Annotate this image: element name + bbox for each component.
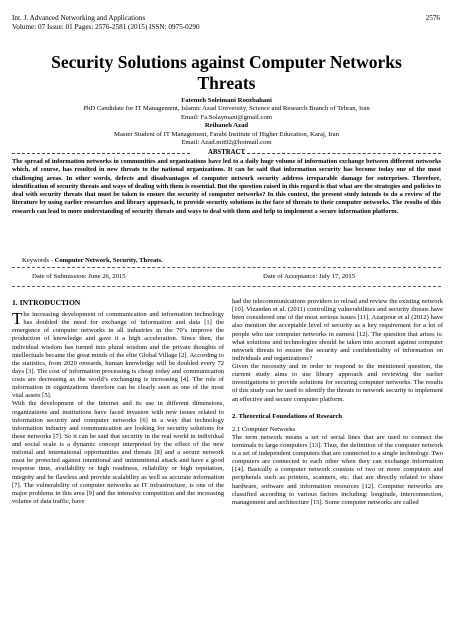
- abstract-heading: ABSTRACT: [207, 149, 245, 156]
- journal-name: Int. J. Advanced Networking and Applications: [12, 14, 146, 22]
- abstract-heading-row: [12, 149, 441, 158]
- divider: [12, 153, 190, 154]
- column-right: [232, 298, 443, 507]
- paragraph: The term network means a set of serial lines that are used to connect the terminals to large computers [13]. Thus, the definition of the computer network is a set of independent computers that are connected to a single technology. Two computers are connected to each other when they can exchange information [14]. Basically a computer network consists of two or more computers and peripherals such as printers, scanners, etc. that are directly related to share hardware, software and information resources [12]. Computer networks are classified according to various factors including: longitude, interconnection, management and architecture [15]. Some computer networks are called: [232, 433, 443, 506]
- paragraph: With the development of the Internet and its use in different dimensions, organizations and institutions have faced invasion with new issues related to information security and computer networks [6] in a way that technology information industry and communication are looking for security solutions for these networks [7]. So it can be said that security in the real world in individual and social scale is a dynamic concept interpreted by the effect of the new national and international opportunities and threats [8] and a secure network must be protected against intentional and unintentional attack and have a good response time, availability or high readiness, reliability or high reputation, integrity and be flawless and provide scalability as well as accurate information [7]. The vulnerability of computer networks as IT infrastructure, is one of the major problems in this area [9] and the intensive competition and the increasing volume of data traffic, have: [12, 400, 224, 505]
- paragraph: [12, 311, 224, 400]
- keywords-label: Keywords -: [22, 257, 53, 264]
- running-header: [12, 14, 200, 31]
- paragraph-text: he increasing development of communication and information technology has doubled the need for exchange of information and data [1] the emergence of computer networks in all industries in the 70’s improve the production of knowledge and gave it a high acceleration. Since then, the individual wisdom has turned into plural wisdom and the private thoughts of intellectuals became the great minds of the elite Global Village [2]. According to the statistics, from 2020 onwards, human knowledge will be doubled every 72 days [3]. The cost of information processing is cheap today and communication costs are decreasing as the world’s exchanging is increasing [4]. The role of information in organizations therefore can be clearly seen as one of the most vital assets [5].: [12, 311, 224, 400]
- title-line-2: Threats: [197, 73, 256, 93]
- keywords: [22, 257, 163, 264]
- divider: [12, 286, 441, 287]
- section-heading: 2. Theoretical Foundations of Research: [232, 412, 343, 420]
- author-block: [0, 97, 453, 147]
- paper-title: [0, 52, 453, 94]
- author-email: Email: Fa.Solaymani@gmail.com: [180, 113, 273, 121]
- page-number: 2576: [425, 14, 440, 22]
- keywords-value: Computer Network, Security, Threats.: [54, 257, 163, 264]
- column-left: [12, 298, 224, 506]
- subsection-heading: 2.1 Computer Networks: [232, 425, 296, 433]
- title-line-1: Security Solutions against Computer Networks: [51, 52, 402, 72]
- submission-date: Date of Submission: June 26, 2015: [32, 273, 126, 280]
- abstract-text: The spread of information networks in communities and organizations have led to a daily huge volume of information exchange between different networks which, of course, has resulted in new threats to the national organizations. It can be said that information security has become today one of the most challenging areas. In other words, defects and disadvantages of computer network security address irreparable damage for enterprises. Therefore, identification of security threats and ways of dealing with them is essential. But the question raised in this regard is that what are the strategies and policies to deal with security threats that must be taken to ensure the security of computer networks? In this context, the present study intends to do a review of the literature by using earlier researches and library approach, to provide security solutions in the face of threats to their computer networks. The results of this research can lead to more understanding of security threats and ways to deal with them and help to implement a secure information platform.: [12, 158, 441, 215]
- author-name: Fatemeh Soleimani Roozbahani: [181, 97, 272, 104]
- author-email: Email: Azad.mit92@hotmail.com: [181, 139, 272, 147]
- volume-line: Volume: 07 Issue: 01 Pages: 2576-2581 (2015) ISSN: 0975-0290: [12, 22, 200, 31]
- acceptance-date: Date of Acceptance: July 17, 2015: [263, 273, 356, 280]
- paragraph: had the telecommunications providers to reload and review the existing network [10]. Vizandan et al. (2011) controlling vulnerabilities and security threats have been considered one of the most serious issues [11]. Azarpour et al (2012) have also mention the acceptable level of security as a key requirement for a lot of people who use computer networks in earnest [12]. The question that arises is: what solutions and technologies should be taken into account against computer network threats to ensure the security and confidentiality of information on individuals and organizations?: [232, 298, 443, 362]
- section-heading: 1. INTRODUCTION: [12, 298, 81, 307]
- author-name: Reihaneh Azad: [204, 122, 249, 130]
- drop-cap: T: [12, 309, 23, 328]
- divider: [12, 267, 441, 268]
- paragraph: Given the necessity and in order to respond to the mentioned question, the current study aims to use library approach and reviewing the earlier investigations to provide solutions for securing computer networks. The results of this study can be used to identify the threats to network security to implement an effective and secure computer platform.: [232, 363, 443, 403]
- author-affiliation: Master Student of IT Management, Farabi Institute of Higher Education, Karaj, Iran: [114, 130, 339, 138]
- divider: [237, 153, 441, 154]
- author-affiliation: PhD Candidate for IT Management, Islamic Azad University, Science and Research Branch of Tehran, Iran: [83, 105, 370, 113]
